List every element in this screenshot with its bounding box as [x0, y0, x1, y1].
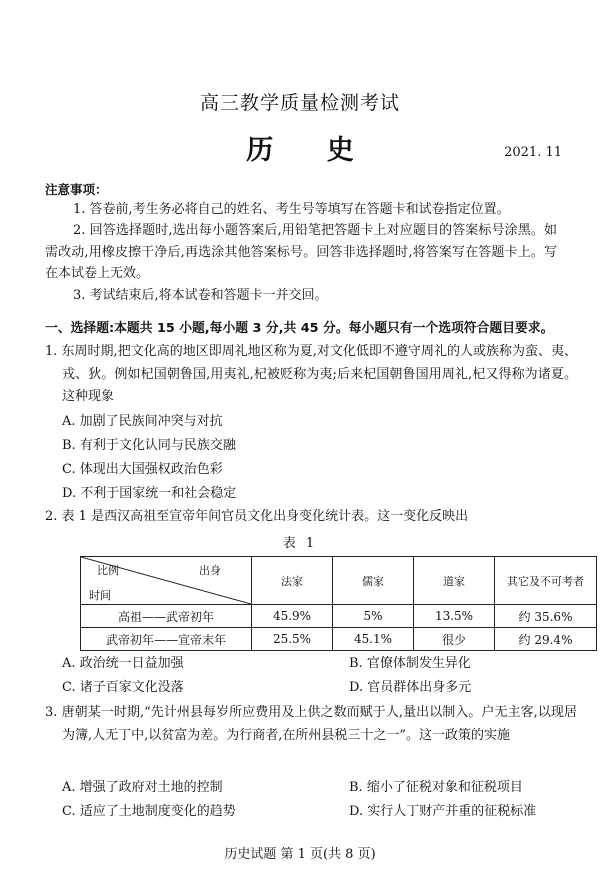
question-1-stem: 1. 东周时期,把文化高的地区即周礼地区称为夏,对文化低即不遵守周礼的人或族称为蛮、夷、戎、狄。例如杞国朝鲁国,用夷礼,杞被贬称为夷;后来杞国朝鲁国用周礼,杞又得称为诸夏。这种现象: [45, 344, 577, 404]
question-3-option-d: D. 实行人丁财产并重的征税标准: [349, 804, 537, 819]
table-header-row: [81, 557, 597, 605]
page-footer: 历史试题 第 1 页(共 8 页): [224, 847, 376, 862]
question-2-stem: 2. 表 1 是西汉高祖至宣帝年间官员文化出身变化统计表。这一变化反映出: [45, 509, 469, 524]
question-3-option-b: B. 缩小了征税对象和征税项目: [349, 780, 523, 795]
subject-title: 历 史: [246, 135, 376, 166]
statistics-table: [80, 556, 597, 651]
exam-title: 高三教学质量检测考试: [199, 92, 400, 114]
question-1-option-c: C. 体现出大国强权政治色彩: [62, 462, 223, 477]
table-row: [81, 628, 597, 651]
table-cell: 45.1%: [333, 628, 414, 651]
question-3-option-c: C. 适应了土地制度变化的趋势: [62, 804, 236, 819]
table-row: [81, 605, 597, 628]
table-cell: 5%: [333, 605, 414, 628]
note-item-3: 3. 考试结束后,将本试卷和答题卡一并交回。: [73, 288, 328, 303]
question-1-option-a: A. 加剧了民族间冲突与对抗: [62, 414, 223, 429]
column-header: 法家: [252, 557, 333, 605]
column-header: 其它及不可考者: [495, 557, 597, 605]
row-period: 武帝初年——宣帝末年: [81, 628, 252, 651]
table-cell: 25.5%: [252, 628, 333, 651]
table-cell: 约 35.6%: [495, 605, 597, 628]
table-caption: 表 1: [282, 536, 318, 551]
question-1-option-d: D. 不利于国家统一和社会稳定: [62, 486, 237, 501]
corner-label-ratio: 比例: [97, 564, 119, 577]
question-2-option-d: D. 官员群体出身多元: [349, 680, 472, 695]
corner-label-origin: 出身: [199, 564, 221, 577]
table-cell: 很少: [414, 628, 495, 651]
question-2-option-b: B. 官僚体制发生异化: [349, 656, 471, 671]
column-header: 道家: [414, 557, 495, 605]
row-period: 高祖——武帝初年: [81, 605, 252, 628]
column-header: 儒家: [333, 557, 414, 605]
table-cell: 约 29.4%: [495, 628, 597, 651]
note-item-2: 2. 回答选择题时,选出每小题答案后,用铅笔把答题卡上对应题目的答案标号涂黑。如需改动,用橡皮擦干净后,再选涂其他答案标号。回答非选择题时,将答案写在答题卡上。写在本试卷上无效。: [45, 223, 557, 281]
table-cell: 45.9%: [252, 605, 333, 628]
notes-title: 注意事项：: [45, 182, 108, 197]
question-3-option-a: A. 增强了政府对土地的控制: [62, 780, 223, 795]
exam-date: 2021. 11: [504, 145, 562, 160]
section-title: 一、选择题:本题共 15 小题,每小题 3 分,共 45 分。每小题只有一个选项符合题目要求。: [45, 321, 554, 336]
question-2-option-a: A. 政治统一日益加强: [62, 656, 184, 671]
question-1-option-b: B. 有利于文化认同与民族交融: [62, 438, 236, 453]
table-cell: 13.5%: [414, 605, 495, 628]
note-item-1: 1. 答卷前,考生务必将自己的姓名、考生号等填写在答题卡和试卷指定位置。: [73, 202, 510, 217]
table-corner-cell: [81, 557, 252, 605]
question-3-stem: 3. 唐朝某一时期,“先计州县每岁所应费用及上供之数而赋于人,量出以制入。户无主客,以现居为簿,人无丁中,以贫富为差。为行商者,在所州县税三十之一”。这一政策的实施: [45, 705, 577, 743]
corner-label-time: 时间: [89, 589, 111, 602]
question-2-option-c: C. 诸子百家文化没落: [62, 680, 184, 695]
